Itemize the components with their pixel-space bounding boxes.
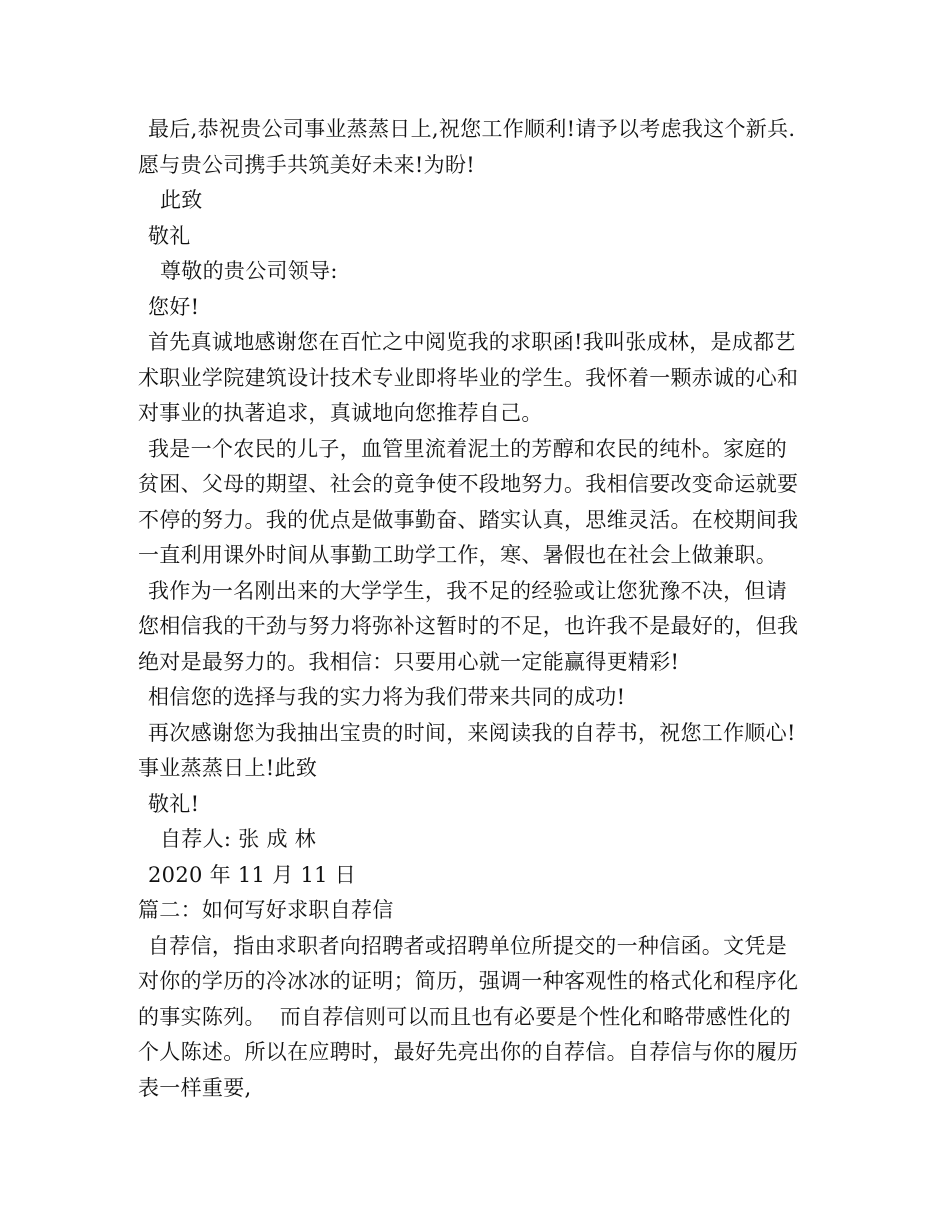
text-line: 敬礼! (148, 791, 200, 816)
text-line: 术职业学院建筑设计技术专业即将毕业的学生。我怀着一颗赤诚的心和 (138, 365, 799, 390)
text-line: 您相信我的干劲与努力将弥补这暂时的不足，也许我不是最好的，但我 (138, 614, 799, 638)
text-line: 再次感谢您为我抽出宝贵的时间，来阅读我的自荐书，祝您工作顺心! (148, 720, 796, 745)
text-line: 敬礼 (148, 223, 191, 248)
text-line: 尊敬的贵公司领导: (160, 259, 338, 283)
text-line: 的事实陈列。 而自荐信则可以而且也有必要是个性化和略带感性化的 (138, 1004, 791, 1029)
text-line: 事业蒸蒸日上!此致 (138, 756, 318, 780)
section-heading: 篇二：如何写好求职自荐信 (138, 898, 394, 922)
text-line: 此致 (160, 188, 203, 212)
document-body (138, 112, 818, 1106)
text-line: 我是一个农民的儿子，血管里流着泥土的芳醇和农民的纯朴。家庭的 (148, 436, 787, 461)
text-line: 对事业的执著追求，真诚地向您推荐自己。 (138, 401, 543, 425)
text-line: 对你的学历的冷冰冰的证明；简历，强调一种客观性的格式化和程序化 (138, 969, 799, 993)
text-line: 自荐信，指由求职者向招聘者或招聘单位所提交的一种信函。文凭是 (148, 933, 787, 958)
text-line: 绝对是最努力的。我相信：只要用心就一定能赢得更精彩! (138, 649, 680, 674)
text-line: 不停的努力。我的优点是做事勤奋、踏实认真，思维灵活。在校期间我 (138, 507, 799, 532)
text-line: 我作为一名刚出来的大学学生，我不足的经验或让您犹豫不决，但请 (148, 578, 787, 603)
date-line: 2020 年 11 月 11 日 (148, 862, 357, 887)
text-line: 最后,恭祝贵公司事业蒸蒸日上,祝您工作顺利!请予以考虑我这个新兵. (148, 117, 796, 141)
text-line: 首先真诚地感谢您在百忙之中阅览我的求职函!我叫张成林，是成都艺 (148, 330, 796, 354)
text-line: 表一样重要, (138, 1075, 252, 1100)
text-line: 贫困、父母的期望、社会的竟争使不段地努力。我相信要改变命运就要 (138, 472, 799, 496)
text-line: 您好! (148, 294, 200, 319)
text-line: 个人陈述。所以在应聘时，最好先亮出你的自荐信。自荐信与你的履历 (138, 1040, 799, 1064)
text-line: 一直利用课外时间从事勤工助学工作，寒、暑假也在社会上做兼职。 (138, 543, 777, 567)
signature-line: 自荐人: 张 成 林 (160, 827, 317, 851)
text-line: 相信您的选择与我的实力将为我们带来共同的成功! (148, 685, 626, 709)
text-line: 愿与贵公司携手共筑美好未来!为盼! (138, 152, 475, 177)
